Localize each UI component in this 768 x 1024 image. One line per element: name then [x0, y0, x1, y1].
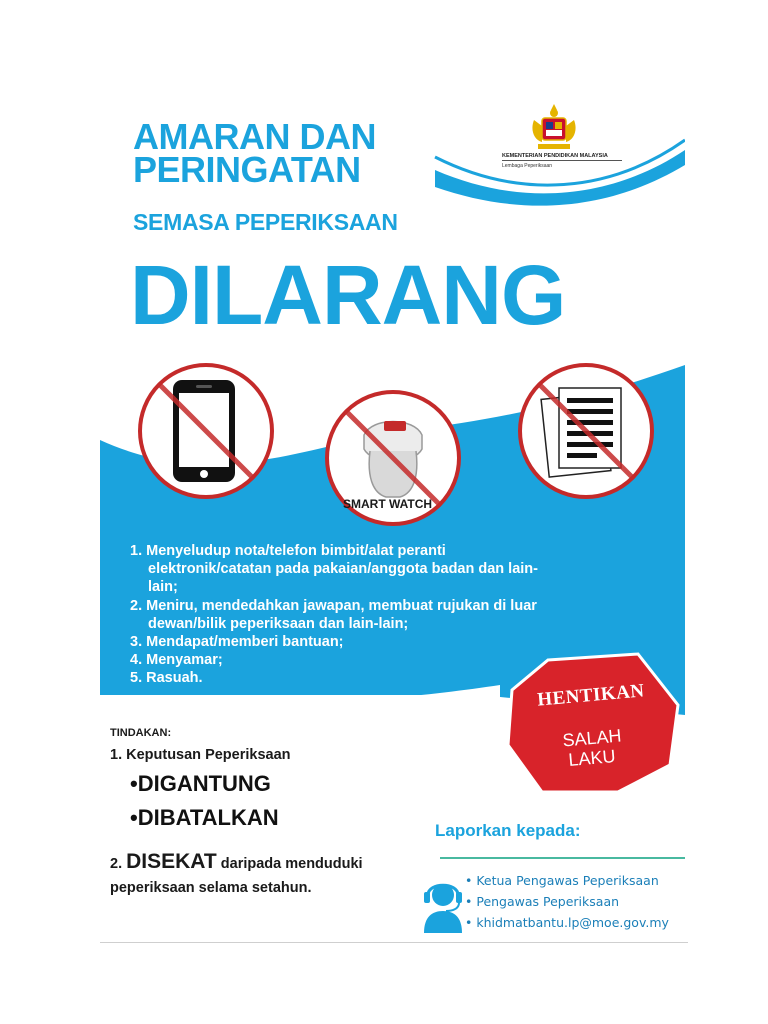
smartwatch-label: SMART WATCH: [343, 497, 433, 511]
title-line-1: AMARAN DAN: [133, 116, 376, 157]
stop-sign-icon: [500, 650, 685, 800]
contact-item: • Ketua Pengawas Peperiksaan: [465, 873, 659, 888]
ministry-name: KEMENTERIAN PENDIDIKAN MALAYSIA: [502, 153, 622, 161]
action-item-2-number: 2.: [110, 856, 127, 872]
bottom-divider: [100, 942, 688, 943]
rule-item: 2. Meniru, mendedahkan jawapan, membuat rujukan di luar dewan/bilik peperiksaan dan lain-lain;: [130, 597, 537, 632]
headline: DILARANG: [130, 248, 566, 342]
mobile-phone-icon: [135, 360, 277, 502]
rule-item: 5. Rasuah.: [130, 670, 203, 687]
rule-item: 1. Menyeludup nota/telefon bimbit/alat peranti elektronik/catatan pada pakaian/anggota badan dan lain-lain;: [130, 543, 538, 596]
contact-item: • Pengawas Peperiksaan: [465, 894, 620, 909]
stop-sign-title: HENTIKAN: [536, 680, 646, 711]
actions-heading: TINDAKAN:: [110, 727, 172, 739]
subtitle: SEMASA PEPERIKSAAN: [133, 209, 398, 235]
rules-list: [130, 542, 550, 688]
stop-sign-line-1: SALAH: [561, 725, 623, 751]
title-line-2: PERINGATAN: [133, 149, 361, 190]
headset-support-icon: [422, 877, 464, 933]
contact-email-link[interactable]: • khidmatbantu.lp@moe.gov.my: [465, 915, 669, 930]
notes-paper-icon: [515, 360, 657, 502]
rule-item: 3. Mendapat/memberi bantuan;: [130, 634, 344, 651]
action-item-1: 1. Keputusan Peperiksaan: [110, 747, 291, 763]
contact-list: [465, 870, 669, 933]
stop-sign-line-2: LAKU: [567, 745, 617, 771]
action-item-2-text: daripada menduduki: [216, 856, 363, 872]
action-item-2-line-2: peperiksaan selama setahun.: [110, 880, 312, 896]
action-bullet-suspended: •DIGANTUNG: [130, 771, 271, 796]
report-heading: Laporkan kepada:: [435, 821, 581, 840]
action-item-2-keyword: DISEKAT: [126, 850, 217, 873]
poster: [100, 95, 685, 943]
government-crest-icon: [528, 102, 580, 152]
action-item-2: [110, 850, 363, 874]
action-bullet-cancelled: •DIBATALKAN: [130, 805, 279, 830]
rule-item: 4. Menyamar;: [130, 652, 223, 669]
report-divider: [440, 857, 685, 859]
division-name: Lembaga Peperiksaan: [502, 163, 553, 169]
